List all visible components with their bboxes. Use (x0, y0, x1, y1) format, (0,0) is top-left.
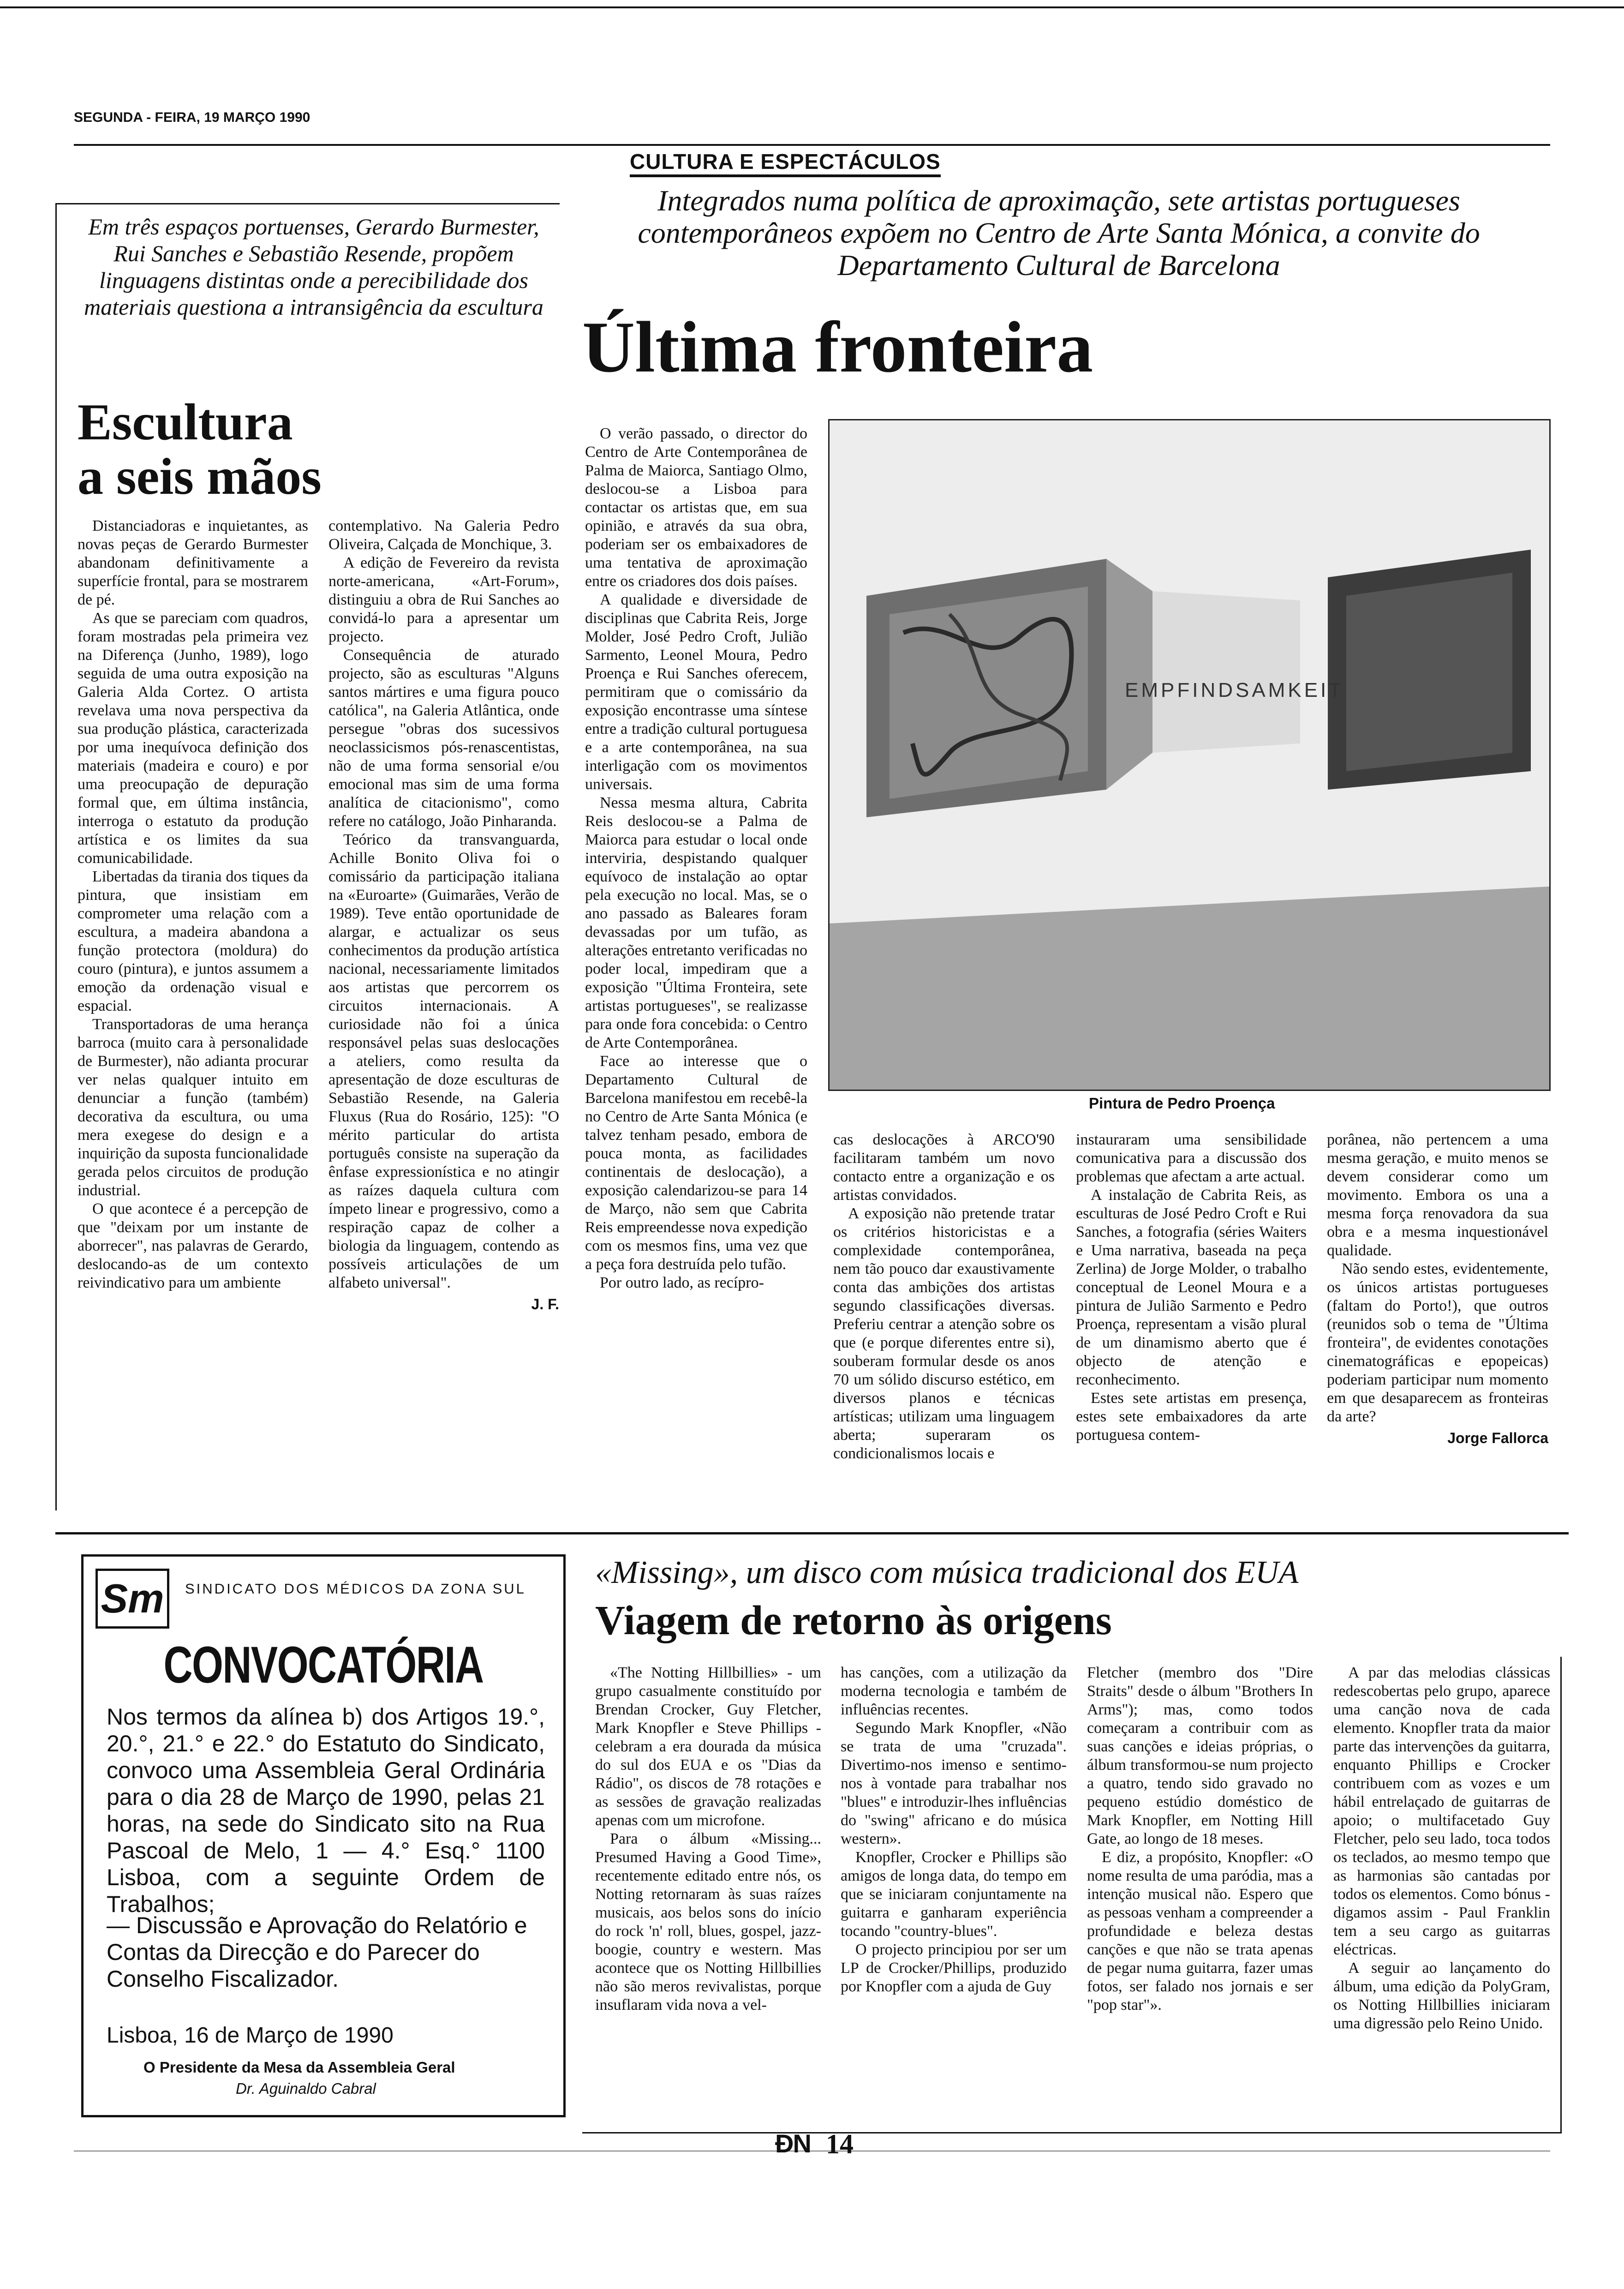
paragraph: A par das melodias clássicas redescobertas pelo grupo, aparece uma canção nova de cada elemento. Knopfler trata da maior parte das intervenções da guitarra, enquanto Phillips e Crocker contribuem com as vozes e um hábil entrelaçado de guitarras de apoio; o multifacetado Guy Fletcher, pelo seu lado, toca todos os teclados, ao mesmo tempo que as harmonias são cantadas por todos os elementos. Como bónus - digamos assim - Paul Franklin tem a seu cargo as guitarras eléctricas. (1333, 1664, 1550, 1958)
ad-date: Lisboa, 16 de Março de 1990 (107, 2023, 394, 2048)
newspaper-logo: ÐN (775, 2129, 811, 2158)
paragraph: Para o álbum «Missing... Presumed Having a Good Time», recentemente editado entre nós, os Notting retornaram às suas raízes musicais, aos belos sons do início do rock 'n' roll, blues, gospel, jazz-boogie, country e western. Mas acontece que os Notting Hillbillies não são meros revivalistas, porque insuflaram vida nova a vel- (595, 1830, 821, 2013)
paragraph: O projecto principiou por ser um LP de Crocker/Phillips, produzido por Knopfler com a ajuda de Guy (841, 1941, 1067, 1995)
ad-title: CONVOCATÓRIA (163, 1636, 484, 1694)
ad-signer-name: Dr. Aguinaldo Cabral (236, 2080, 376, 2097)
main-article-col4 (1327, 1131, 1548, 1447)
paragraph: «The Notting Hillbillies» - um grupo casualmente constituído por Brendan Crocker, Guy Fletcher, Mark Knopfler e Steve Phillips - celebram a era dourada da música do sul dos EUA e os "Dias da Rádio", os discos de 78 rotações e as sessões de gravação realizadas apenas com um microfone. (595, 1664, 821, 1829)
paragraph: cas deslocações à ARCO'90 facilitaram também um novo contacto entre a organização e os artistas convidados. (833, 1131, 1055, 1204)
exhibition-photo-drawing (830, 420, 1549, 1090)
paragraph: Distanciadoras e inquietantes, as novas peças de Gerardo Burmester abandonam definitivamente a superfície frontal, para se mostrarem de pé. (78, 517, 308, 608)
paragraph: Nessa mesma altura, Cabrita Reis deslocou-se a Palma de Maiorca para estudar o local onde interviria, despistando qualquer equívoco de instalação ao optar pela execução no local. Mas, se o ano passado as Baleares foram devassadas por um tufão, as alterações entretanto verificadas no poder local, impediram que a exposição "Última Fronteira, sete artistas portugueses", se realizasse para onde fora concebida: o Centro de Arte Contemporânea. (585, 794, 807, 1051)
page-number: 14 (826, 2129, 854, 2159)
main-article-signature: Jorge Fallorca (1447, 1430, 1548, 1446)
union-name: SINDICATO DOS MÉDICOS DA ZONA SUL (185, 1581, 526, 1597)
exhibition-photo (828, 419, 1551, 1091)
left-article-title-line1: Escultura (78, 394, 293, 451)
paragraph: Não sendo estes, evidentemente, os únicos artistas portugueses (faltam do Porto!), que outros (reunidos sob o tema de "Última fronteira", de evidentes conotações cinematográficas e epopeicas) poderiam participar num momento em que desaparecem as fronteiras da arte? (1327, 1260, 1548, 1425)
paragraph: Teórico da transvanguarda, Achille Bonito Oliva foi o comissário da participação italiana na «Euroarte» (Guimarães, Verão de 1989). Teve então oportunidade de alargar, e actualizar os seus conhecimentos da produção artística nacional, necessariamente limitados aos artistas que percorrem os circuitos internacionais. A curiosidade não foi a única responsável pelas suas deslocações a ateliers, como resulta da apresentação de doze esculturas de Sebastião Resende, na Galeria Fluxus (Rua do Rosário, 125): "O mérito particular do artista português consiste na superação da ênfase expressionística e no atingir as raízes daquela cultura com ímpeto linear e progressivo, como a respiração capaz de colher a biologia da linguagem, contendo as possíveis articulações de um alfabeto universal". (328, 831, 559, 1291)
header-rule (74, 144, 1550, 146)
paragraph: Segundo Mark Knopfler, «Não se trata de uma "cruzada". Divertimo-nos imenso e sentimo-nos à vontade para trabalhar nos "blues" e introduzir-lhes influências do "swing" africano e do música western». (841, 1720, 1067, 1847)
paragraph: Face ao interesse que o Departamento Cultural de Barcelona manifestou em recebê-la no Centro de Arte Santa Mónica (e talvez tenham pesado, embora de pouca monta, as facilidades continentais de deslocação), a exposição calendarizou-se para 14 de Março, não sem que Cabrita Reis empreendesse nova expedição com os mesmos fins, uma vez que a peça fora destruída pelo tufão. (585, 1053, 807, 1273)
scan-edge-line (0, 6, 1624, 8)
main-article-col2 (833, 1131, 1055, 1463)
convocatoria-ad (81, 1554, 566, 2117)
paragraph: As que se pareciam com quadros, foram mostradas pela primeira vez na Diferença (Junho, 1989), logo seguida de uma outra exposição na Galeria Alda Cortez. O artista revelava uma nova perspectiva da sua produção plástica, caracterizada por uma inequívoca definição dos materiais (madeira e couro) e por uma preocupação de depuração formal que, em última instância, interroga o estatuto da produção artística e os limites da sua comunicabilidade. (78, 610, 308, 867)
left-article-deck: Em três espaços portuenses, Gerardo Burmester, Rui Sanches e Sebastião Resende, propõem linguagens distintas onde a perecibilidade dos materiais questiona a intransigência da escultura (84, 214, 543, 320)
paragraph: Fletcher (membro dos "Dire Straits" desde o álbum "Brothers In Arms"); mas, como todos começaram a contribuir com as suas canções e ideias próprias, o álbum transformou-se num projecto a quatro, tendo sido gravado no pequeno estúdio doméstico de Mark Knopfler, em Notting Hill Gate, ao longo de 18 meses. (1087, 1664, 1313, 1847)
left-article-title-line2: a seis mãos (78, 448, 322, 505)
paragraph: instauraram uma sensibilidade comunicativa para a discussão dos problemas que afectam a arte actual. (1076, 1131, 1307, 1185)
bottom-article-col4 (1333, 1664, 1550, 2033)
bottom-article-title: Viagem de retorno às origens (595, 1598, 1112, 1643)
paragraph: Por outro lado, as recípro- (600, 1274, 764, 1291)
left-article-col1 (78, 517, 308, 1292)
photo-caption: Pintura de Pedro Proença (1089, 1095, 1275, 1112)
section-divider (55, 1532, 1569, 1534)
paragraph: Libertadas da tirania dos tiques da pintura, que insistiam em comprometer uma relação com a escultura, a madeira abandona a função protectora (moldura) do couro (pintura), e juntos assumem a emoção da ordenação visual e espacial. (78, 868, 308, 1014)
paragraph: has canções, com a utilização da moderna tecnologia e também de influências recentes. (841, 1664, 1067, 1718)
main-article-col1 (585, 425, 807, 1292)
main-article-title: Última fronteira (582, 307, 1093, 388)
main-article-col3 (1076, 1131, 1307, 1444)
bottom-article-deck: «Missing», um disco com música tradicional dos EUA (595, 1555, 1299, 1590)
ad-signer-title: O Presidente da Mesa da Assembleia Geral (143, 2059, 455, 2076)
paragraph: porânea, não pertencem a uma mesma geração, e muito menos se devem considerar como um movimento. Embora os una a mesma força renovadora da sua obra e a mesma inquestionável qualidade. (1327, 1131, 1548, 1259)
paragraph: A qualidade e diversidade de disciplinas que Cabrita Reis, Jorge Molder, José Pedro Croft, Julião Sarmento, Leonel Moura, Pedro Proença e Rui Sanches oferecem, permitiram que o comissário da exposição encontrasse uma síntese entre a tradição cultural portuguesa e a arte contemporânea, na sua interligação com os movimentos universais. (585, 591, 807, 793)
bottom-article-col2 (841, 1664, 1067, 1996)
paragraph: A exposição não pretende tratar os critérios historicistas e a complexidade contemporânea, nem tão pouco dar exaustivamente conta das ambições dos artistas segundo classificações diversas. Preferiu centrar a atenção sobre os que (e porque diferentes entre si), souberam formular desde os anos 70 um sólido discurso estético, em diversos planos e técnicas artísticas; utilizam uma linguagem aberta; superaram os condicionalismos locais e (833, 1205, 1055, 1462)
paragraph: A instalação de Cabrita Reis, as esculturas de José Pedro Croft e Rui Sanches, a fotografia (séries Waiters e Uma narrativa, baseada na peça Zerlina) de Jorge Molder, o trabalho conceptual de Leonel Moura e a pintura de Julião Sarmento e Pedro Proença, representam a visão plural de um dinamismo aberto que é objecto de atenção e reconhecimento. (1076, 1186, 1307, 1388)
paragraph: A edição de Fevereiro da revista norte-americana, «Art-Forum», distinguiu a obra de Rui Sanches ao convidá-lo para a apresentar um projecto. (328, 554, 559, 645)
left-article-signature: J. F. (531, 1296, 559, 1312)
section-label: CULTURA E ESPECTÁCULOS (630, 149, 941, 177)
paragraph: contemplativo. Na Galeria Pedro Oliveira, Calçada de Monchique, 3. (328, 517, 559, 553)
paragraph: Consequência de aturado projecto, são as esculturas "Alguns santos mártires e uma figura pouco católica", na Galeria Atlântica, onde persegue "obras dos sucessivos neoclassicismos pós-renascentistas, não de uma forma sensorial e/ou emocional mas sim de uma forma analítica de citacionismo", como refere no catálogo, João Pinharanda. (328, 647, 559, 830)
page-date: SEGUNDA - FEIRA, 19 MARÇO 1990 (74, 110, 310, 125)
photo-wall-text: EMPFINDSAMKEIT (1125, 679, 1344, 701)
bottom-article-col3 (1087, 1664, 1313, 2014)
left-article-col2 (328, 517, 559, 1313)
paragraph: Knopfler, Crocker e Phillips são amigos de longa data, do tempo em que se iniciaram conjuntamente na guitarra e ganharam experiência tocando "country-blues". (841, 1849, 1067, 1940)
paragraph: A seguir ao lançamento do álbum, uma edição da PolyGram, os Notting Hillbillies iniciaram uma digressão pelo Reino Unido. (1333, 1959, 1550, 2032)
left-article-title (78, 395, 322, 504)
paragraph: O verão passado, o director do Centro de Arte Contemporânea de Palma de Maiorca, Santiago Olmo, deslocou-se a Lisboa para contactar os artistas que, em sua opinião, e através da sua obra, poderiam ser os embaixadores de uma tentativa de aproximação entre os criadores dos dois países. (585, 425, 807, 590)
paragraph: Transportadoras de uma herança barroca (muito cara à personalidade de Burmester), não adianta procurar ver nelas qualquer intuito em denunciar a função (também) decorativa da escultura, ou uma mera exegese do design e a inquirição da suposta funcionalidade gerada pelos circuitos de produção industrial. (78, 1016, 308, 1199)
paragraph: O que acontece é a percepção de que "deixam por um instante de aborrecer", nas palavras de Gerardo, deslocando-as de um contexto reivindicativo para um ambiente (78, 1200, 308, 1291)
paragraph: E diz, a propósito, Knopfler: «O nome resulta de uma paródia, mas a intenção musical não. Espero que as pessoas venham a compreender a profundidade e beleza destas canções e que não se trata apenas de pegar numa guitarra, fazer umas fotos, ser falado nos jornais e ser "pop star"». (1087, 1849, 1313, 2013)
union-logo: Sm (96, 1569, 169, 1629)
ad-agenda: — Discussão e Aprovação do Relatório e Contas da Direcção e do Parecer do Conselho Fiscalizador. (107, 1912, 527, 1992)
bottom-article-col1 (595, 1664, 821, 2014)
ad-body: Nos termos da alínea b) dos Artigos 19.°, 20.°, 21.° e 22.° do Estatuto do Sindicato, convoco uma Assembleia Geral Ordinária para o dia 28 de Março de 1990, pelas 21 horas, na sede do Sindicato sito na Rua Pascoal de Melo, 1 — 4.° Esq.° 1100 Lisboa, com a seguinte Ordem de Trabalhos; (107, 1704, 545, 1917)
paragraph: Estes sete artistas em presença, estes sete embaixadores da arte portuguesa contem- (1076, 1390, 1307, 1444)
main-article-deck: Integrados numa política de aproximação, sete artistas portugueses contemporâneos expõem no Centro de Arte Santa Mónica, a convite do Departamento Cultural de Barcelona (638, 184, 1480, 282)
